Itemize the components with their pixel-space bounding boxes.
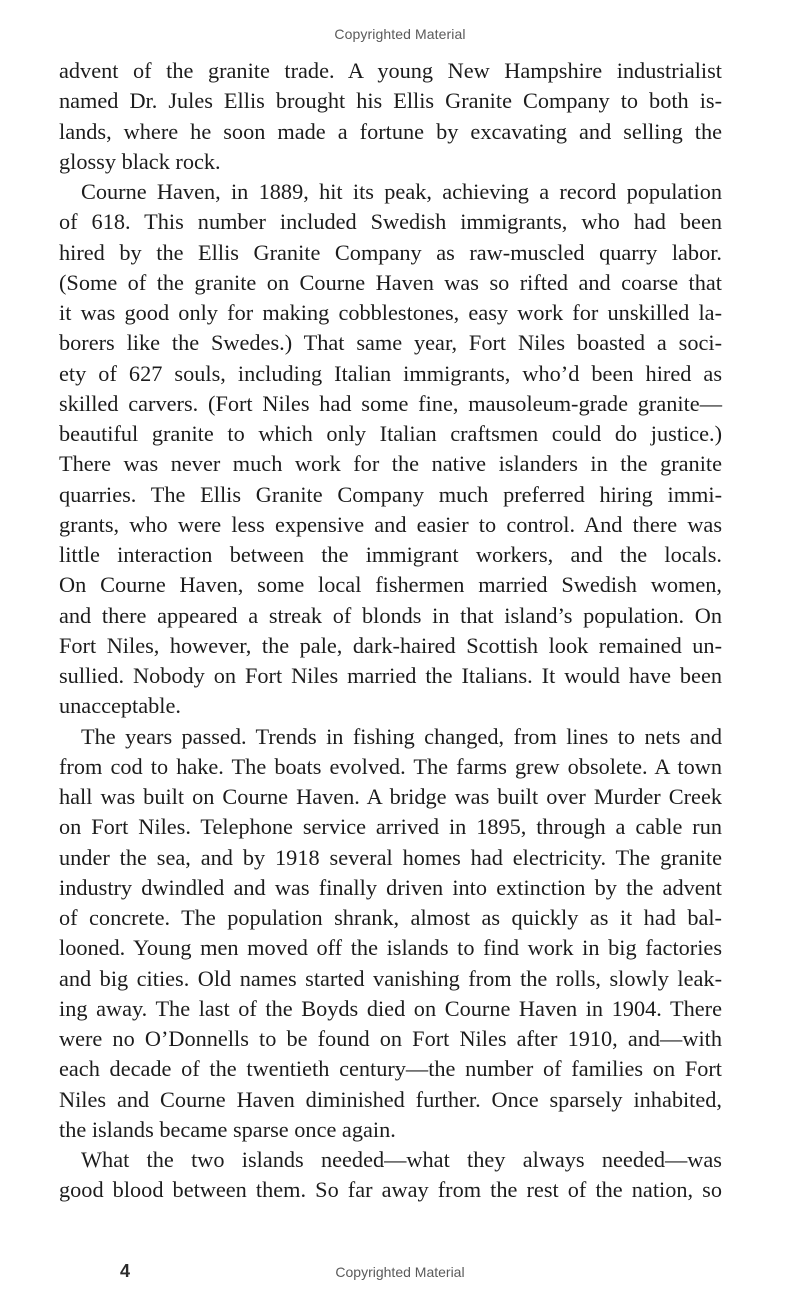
text-line: each decade of the twentieth century—the number of families on Fort [59, 1056, 722, 1082]
text-line: looned. Young men moved off the islands to find work in big factories [59, 935, 722, 961]
footer-watermark: Copyrighted Material [335, 1264, 465, 1280]
text-line: advent of the granite trade. A young New Hampshire industrialist [59, 58, 722, 83]
text-line: under the sea, and by 1918 several homes had electricity. The granite [59, 844, 722, 870]
text-line: What the two islands needed—what they always needed—was [81, 1147, 722, 1172]
text-line: named Dr. Jules Ellis brought his Ellis Granite Company to both is- [59, 88, 722, 114]
text-line: borers like the Swedes.) That same year, Fort Niles boasted a soci- [59, 330, 722, 356]
text-line: sullied. Nobody on Fort Niles married the Italians. It would have been [59, 663, 722, 688]
text-line: There was never much work for the native islanders in the granite [59, 451, 722, 477]
text-line: of concrete. The population shrank, almost as quickly as it had bal- [59, 905, 722, 930]
text-line: from cod to hake. The boats evolved. The farms grew obsolete. A town [59, 753, 722, 779]
text-line: and there appeared a streak of blonds in that island’s population. On [59, 602, 722, 628]
text-line: glossy black rock. [59, 148, 221, 174]
text-line: and big cities. Old names started vanishing from the rolls, slowly leak- [59, 965, 722, 991]
text-line: grants, who were less expensive and easier to control. And there was [59, 511, 722, 537]
text-line: beautiful granite to which only Italian craftsmen could do justice.) [59, 421, 722, 446]
text-line: on Fort Niles. Telephone service arrived in 1895, through a cable run [59, 814, 722, 840]
body-text [59, 56, 722, 1206]
text-line: of 618. This number included Swedish immigrants, who had been [59, 209, 722, 235]
text-line: ety of 627 souls, including Italian immigrants, who’d been hired as [59, 360, 722, 386]
text-line: hired by the Ellis Granite Company as raw-muscled quarry labor. [59, 239, 722, 265]
text-line: the islands became sparse once again. [59, 1116, 396, 1142]
text-line: On Courne Haven, some local fishermen married Swedish women, [59, 572, 722, 598]
text-line: skilled carvers. (Fort Niles had some fine, mausoleum-grade granite— [59, 390, 722, 416]
text-line: (Some of the granite on Courne Haven was so rifted and coarse that [59, 269, 722, 295]
page-number: 4 [120, 1261, 131, 1281]
text-line: were no O’Donnells to be found on Fort Niles after 1910, and—with [59, 1026, 722, 1051]
text-line: good blood between them. So far away from the rest of the nation, so [59, 1177, 722, 1203]
text-line: unacceptable. [59, 693, 181, 719]
text-line: The years passed. Trends in fishing changed, from lines to nets and [81, 723, 722, 749]
text-line: hall was built on Courne Haven. A bridge was built over Murder Creek [59, 784, 722, 809]
text-line: little interaction between the immigrant workers, and the locals. [59, 542, 722, 567]
text-line: Niles and Courne Haven diminished further. Once sparsely inhabited, [59, 1086, 722, 1112]
text-line: Fort Niles, however, the pale, dark-haired Scottish look remained un- [59, 632, 722, 658]
text-line: Courne Haven, in 1889, hit its peak, achieving a record population [81, 179, 722, 204]
header-watermark: Copyrighted Material [334, 26, 466, 42]
text-line: it was good only for making cobblestones, easy work for unskilled la- [59, 300, 722, 325]
text-line: lands, where he soon made a fortune by excavating and selling the [59, 118, 722, 144]
text-line: quarries. The Ellis Granite Company much preferred hiring immi- [59, 481, 722, 507]
text-line: industry dwindled and was finally driven into extinction by the advent [59, 874, 722, 900]
text-line: ing away. The last of the Boyds died on Courne Haven in 1904. There [59, 995, 722, 1021]
